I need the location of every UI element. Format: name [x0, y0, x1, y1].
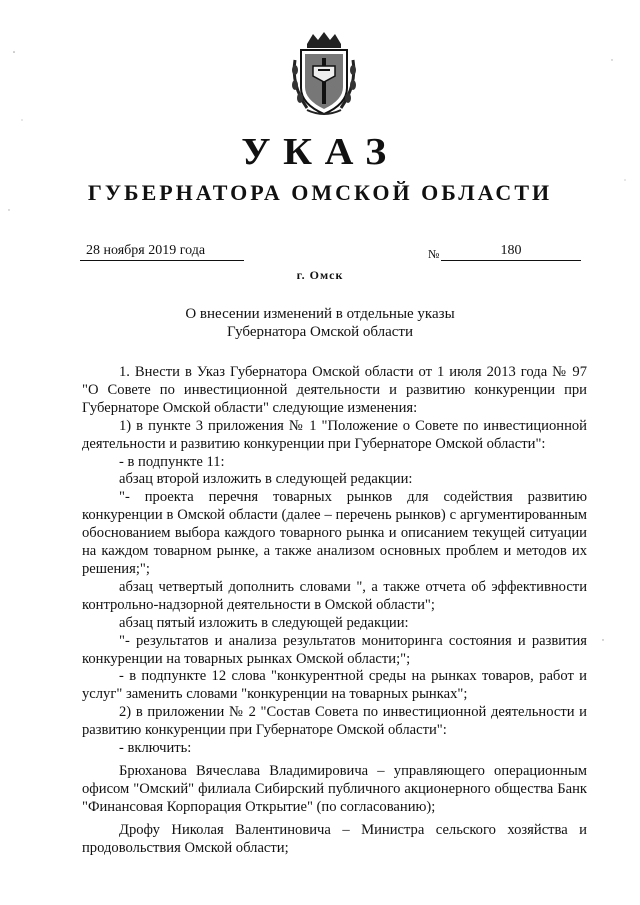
body-paragraph: "- результатов и анализа результатов мониторинга состояния и развития конкуренции на товарных рынках Омской области;";	[82, 632, 587, 667]
issuer-title: ГУБЕРНАТОРА ОМСКОЙ ОБЛАСТИ	[87, 180, 553, 205]
body-paragraph: абзац четвертый дополнить словами ", а также отчета об эффективности контрольно-надзорной деятельности в Омской области";	[82, 578, 587, 613]
body-paragraph: - в подпункте 11:	[119, 453, 225, 470]
heading-line-2: Губернатора Омской области	[227, 324, 413, 340]
body-paragraph: "- проекта перечня товарных рынков для содействия развитию конкуренции в Омской области (далее – перечень рынков) с аргументированным обоснованием выбора каждого товарного рынка и описанием текущей ситуации на каждом товарном рынке, а также анализом основных проблем и методов их решения;";	[82, 489, 587, 577]
body-paragraph: 1) в пункте 3 приложения № 1 "Положение о Совете по инвестиционной деятельности и развитию конкуренции при Губернаторе Омской области":	[82, 417, 587, 452]
body-paragraph: - в подпункте 12 слова "конкурентной среды на рынках товаров, работ и услуг" заменить словами "конкуренции на товарных рынках";	[82, 668, 587, 703]
city-line: г. Омск	[296, 268, 344, 282]
decree-body	[82, 364, 587, 857]
body-paragraph: 2) в приложении № 2 "Состав Совета по инвестиционной деятельности и развитию конкуренции при Губернаторе Омской области":	[82, 704, 587, 739]
decree-date: 28 ноября 2019 года	[80, 242, 244, 261]
body-paragraph: абзац пятый изложить в следующей редакции:	[119, 614, 409, 631]
body-paragraph: 1. Внести в Указ Губернатора Омской области от 1 июля 2013 года № 97 "О Совете по инвестиционной деятельности и развитию конкуренции при Губернаторе Омской области" следующие изменения:	[82, 364, 587, 416]
decree-number: 180	[441, 242, 581, 261]
body-paragraph: - включить:	[119, 740, 192, 757]
body-paragraph: абзац второй изложить в следующей редакции:	[119, 471, 413, 488]
decree-title: УКАЗ	[241, 131, 399, 173]
body-paragraph: Дрофу Николая Валентиновича – Министра сельского хозяйства и продовольствия Омской области;	[82, 821, 587, 856]
omsk-coat-of-arms-emblem	[287, 30, 361, 118]
body-paragraph: Брюханова Вячеслава Владимировича – управляющего операционным офисом "Омский" филиала Сибирский публичного акционерного общества Банк "Финансовая Корпорация Открытие" (по согласованию);	[82, 762, 587, 815]
heading-line-1: О внесении изменений в отдельные указы	[185, 306, 455, 322]
decree-heading	[0, 305, 640, 341]
number-label: №	[428, 247, 440, 261]
